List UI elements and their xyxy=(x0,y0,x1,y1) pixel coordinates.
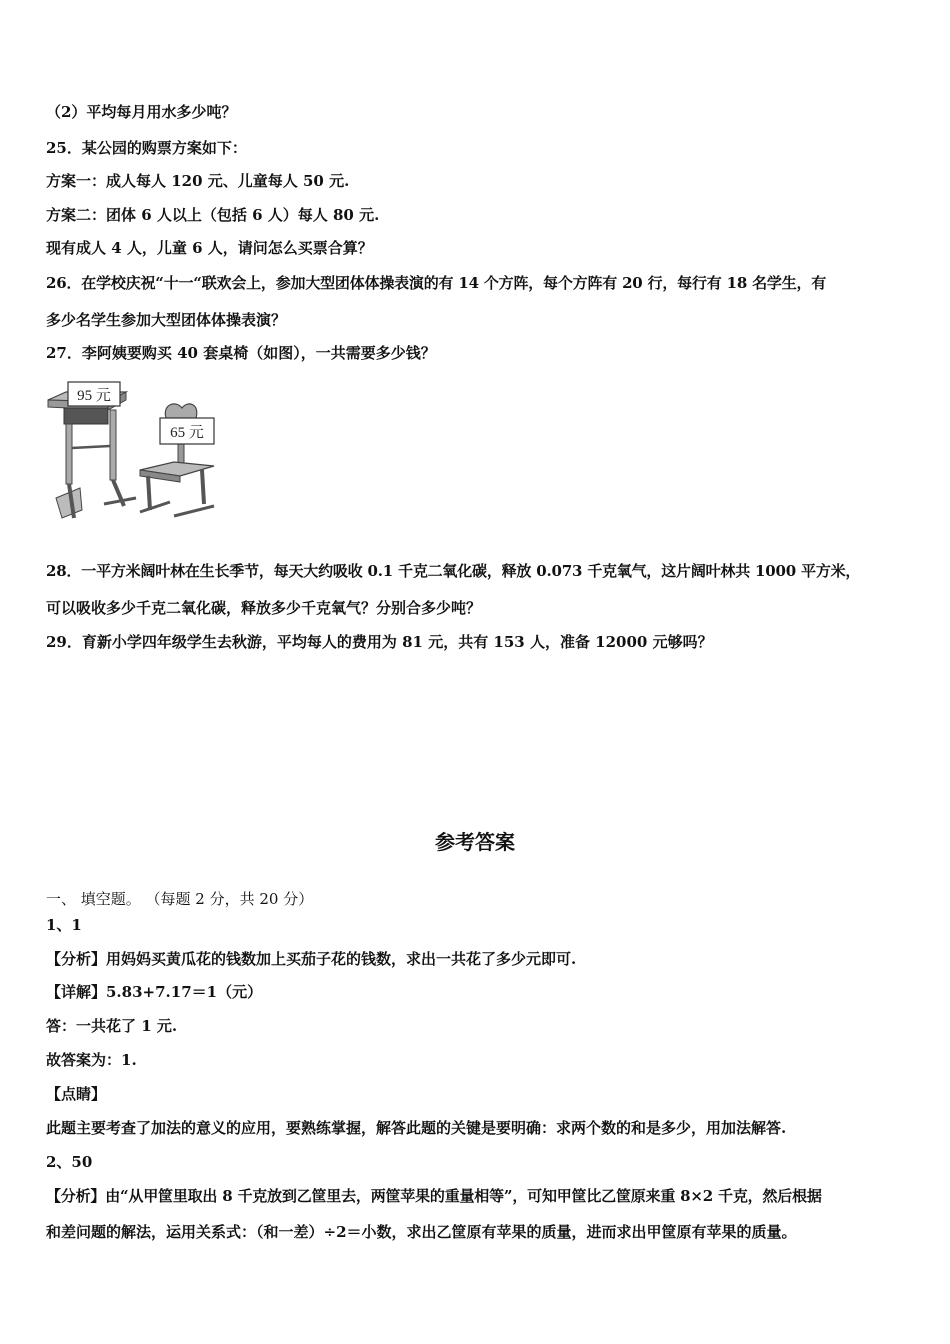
answers-title: 参考答案 xyxy=(435,830,515,854)
answer-1-final: 故答案为：1. xyxy=(46,1051,137,1069)
desk-price-tag xyxy=(68,382,120,406)
question-24-part2: （2）平均每月用水多少吨？ xyxy=(46,103,237,121)
answer-1-detail: 【详解】5.83+7.17＝1（元） xyxy=(46,983,263,1001)
answer-2-analysis-line2: 和差问题的解法，运用关系式：（和一差）÷2＝小数，求出乙筐原有苹果的质量，进而求出甲筐原有苹果的质量。 xyxy=(46,1223,797,1241)
question-28-line1: 28．一平方米阔叶林在生长季节，每天大约吸收 0.1 千克二氧化碳，释放 0.073 千克氧气，这片阔叶林共 1000 平方米， xyxy=(46,562,861,580)
question-28-line2: 可以吸收多少千克二氧化碳，释放多少千克氧气？分别合多少吨？ xyxy=(46,599,482,617)
answer-1-analysis: 【分析】用妈妈买黄瓜花的钱数加上买茄子花的钱数，求出一共花了多少元即可. xyxy=(46,950,577,968)
answer-1-comment: 此题主要考查了加法的意义的应用，要熟练掌握，解答此题的关键是要明确：求两个数的和是多少，用加法解答. xyxy=(46,1119,787,1137)
answer-1-answer: 答：一共花了 1 元. xyxy=(46,1017,178,1035)
question-25-plan2: 方案二：团体 6 人以上（包括 6 人）每人 80 元. xyxy=(46,206,380,224)
answer-1-head: 1、1 xyxy=(46,916,82,934)
answer-1-comment-head: 【点睛】 xyxy=(46,1085,107,1103)
question-25-ask: 现有成人 4 人，儿童 6 人，请问怎么买票合算？ xyxy=(46,239,373,257)
question-27: 27．李阿姨要购买 40 套桌椅（如图），一共需要多少钱？ xyxy=(46,344,436,362)
answer-2-head: 2、50 xyxy=(46,1153,93,1171)
question-26-line1: 26．在学校庆祝“十一“联欢会上，参加大型团体体操表演的有 14 个方阵，每个方阵有 20 行，每行有 18 名学生，有 xyxy=(46,274,827,292)
svg-text:95 元: 95 元 xyxy=(77,388,111,404)
question-26-line2: 多少名学生参加大型团体体操表演？ xyxy=(46,311,287,329)
answers-section1: 一、 填空题。 （每题 2 分，共 20 分） xyxy=(46,890,314,908)
question-25-intro: 25．某公园的购票方案如下： xyxy=(46,139,247,157)
svg-text:65 元: 65 元 xyxy=(170,425,204,441)
question-25-plan1: 方案一：成人每人 120 元、儿童每人 50 元. xyxy=(46,172,350,190)
desk-chair-figure xyxy=(44,378,224,538)
question-29: 29．育新小学四年级学生去秋游，平均每人的费用为 81 元，共有 153 人，准备 12000 元够吗？ xyxy=(46,633,713,651)
desk-illustration xyxy=(48,392,136,518)
answer-2-analysis-line1: 【分析】由“从甲筐里取出 8 千克放到乙筐里去，两筐苹果的重量相等”，可知甲筐比乙筐原来重 8×2 千克，然后根据 xyxy=(46,1187,822,1205)
chair-price-tag xyxy=(160,418,214,444)
